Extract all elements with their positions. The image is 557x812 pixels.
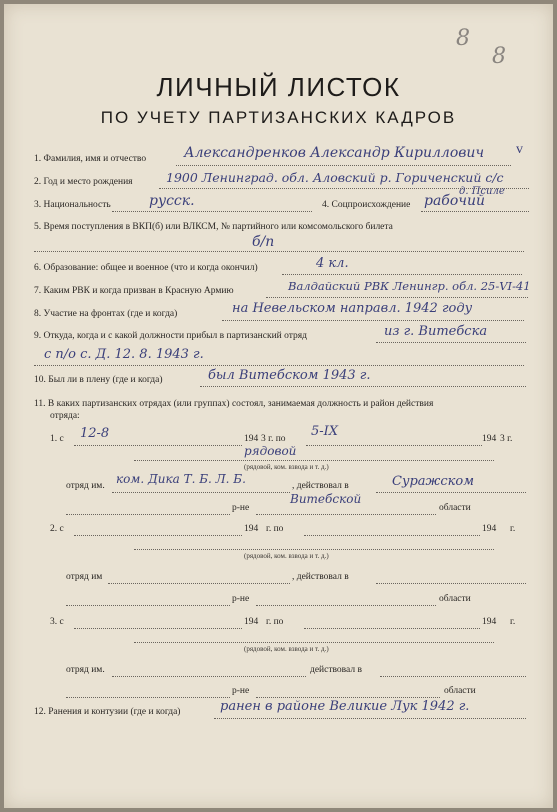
field-8-value: на Невельском направл. 1942 году bbox=[232, 301, 473, 316]
field-12-line bbox=[214, 718, 526, 719]
field-9-value-2: с п/о с. Д. 12. 8. 1943 г. bbox=[44, 347, 204, 362]
row1-to-line bbox=[306, 445, 482, 446]
row3-year1-suffix: г. по bbox=[266, 617, 284, 627]
row3-year2: 194 bbox=[482, 617, 497, 627]
row3-year1: 194 bbox=[244, 617, 259, 627]
field-6-value: 4 кл. bbox=[316, 256, 349, 271]
row3-acted-line bbox=[380, 676, 526, 677]
row3-year2-suffix: г. bbox=[510, 617, 516, 627]
field-2-label: 2. Год и место рождения bbox=[34, 177, 133, 187]
field-8-line bbox=[222, 320, 524, 321]
page-subtitle: ПО УЧЕТУ ПАРТИЗАНСКИХ КАДРОВ bbox=[100, 108, 457, 127]
row3-district-label: р-не bbox=[232, 686, 250, 696]
field-6-label: 6. Образование: общее и военное (что и когда окончил) bbox=[34, 263, 258, 273]
row2-year1-suffix: г. по bbox=[266, 524, 284, 534]
row3-from-line bbox=[74, 628, 242, 629]
row1-from-line bbox=[74, 445, 242, 446]
row3-detachment-label: отряд им. bbox=[66, 665, 105, 675]
field-1-value: Александренков Александр Кириллович bbox=[184, 145, 485, 161]
field-12-label: 12. Ранения и контузии (где и когда) bbox=[34, 707, 181, 717]
field-3-line bbox=[112, 211, 312, 212]
row3-to-line bbox=[304, 628, 480, 629]
row3-region-line bbox=[256, 697, 440, 698]
row1-district-value: Витебской bbox=[290, 492, 362, 506]
pencil-page-number: 8 bbox=[456, 26, 470, 51]
field-1-line bbox=[176, 165, 511, 166]
row2-year1: 194 bbox=[244, 524, 259, 534]
field-9-value: из г. Витебска bbox=[384, 324, 488, 339]
field-12-value: ранен в районе Великие Лук 1942 г. bbox=[220, 699, 470, 714]
field-5-line bbox=[34, 251, 524, 252]
row1-year1-suffix: 3 г. по bbox=[261, 434, 286, 444]
row1-detachment-line bbox=[112, 492, 290, 493]
row1-position: рядовой bbox=[244, 444, 297, 458]
field-10-label: 10. Был ли в плену (где и когда) bbox=[34, 375, 163, 385]
field-4-label: 4. Соцпроисхождение bbox=[322, 200, 411, 210]
pencil-page-number-2: 8 bbox=[492, 44, 506, 69]
row2-region-label: области bbox=[439, 594, 471, 604]
row1-acted-label: , действовал в bbox=[292, 481, 349, 491]
row1-region-line bbox=[256, 514, 436, 515]
field-11-label-2: отряда: bbox=[50, 411, 80, 421]
row1-prefix: 1. с bbox=[50, 434, 64, 444]
row1-district-line bbox=[66, 514, 230, 515]
field-4-line bbox=[421, 211, 529, 212]
row1-acted-line bbox=[376, 492, 526, 493]
page-title: ЛИЧНЫЙ ЛИСТОК bbox=[156, 72, 401, 102]
field-9-line bbox=[376, 342, 526, 343]
row2-to-line bbox=[304, 535, 480, 536]
row3-position-line bbox=[134, 642, 494, 643]
row3-detachment-line bbox=[112, 676, 306, 677]
field-4-value: рабочий bbox=[424, 193, 486, 209]
row2-acted-label: , действовал в bbox=[292, 572, 349, 582]
row2-prefix: 2. с bbox=[50, 524, 64, 534]
field-5-label: 5. Время поступления в ВКП(б) или ВЛКСМ, № партийного или комсомольского билета bbox=[34, 222, 393, 232]
row1-year2: 194 bbox=[482, 434, 497, 444]
row1-detachment-value: ком. Дика Т. Б. Л. Б. bbox=[116, 472, 246, 486]
row3-region-label: области bbox=[444, 686, 476, 696]
row1-region-label: области bbox=[439, 503, 471, 513]
field-2-value-2: д. Псиле bbox=[459, 186, 505, 197]
row2-detachment-label: отряд им bbox=[66, 572, 103, 582]
row2-district-line bbox=[66, 605, 230, 606]
field-6-line bbox=[282, 274, 522, 275]
row2-position-line bbox=[134, 549, 494, 550]
row2-from-line bbox=[74, 535, 242, 536]
field-11-label: 11. В каких партизанских отрядах (или группах) состоял, занимаемая должность и район действия bbox=[34, 399, 434, 409]
field-5-value: б/п bbox=[252, 234, 275, 250]
field-1-label: 1. Фамилия, имя и отчество bbox=[34, 154, 147, 164]
row3-prefix: 3. с bbox=[50, 617, 64, 627]
row3-district-line bbox=[66, 697, 230, 698]
row2-detachment-line bbox=[108, 583, 290, 584]
field-8-label: 8. Участие на фронтах (где и когда) bbox=[34, 309, 178, 319]
row2-region-line bbox=[256, 605, 436, 606]
row3-acted-label: действовал в bbox=[310, 665, 362, 675]
field-7-line bbox=[266, 297, 528, 298]
row1-year2-suffix: 3 г. bbox=[500, 434, 513, 444]
field-3-value: русск. bbox=[149, 193, 195, 209]
row2-acted-line bbox=[376, 583, 526, 584]
row2-year2-suffix: г. bbox=[510, 524, 516, 534]
row1-from-day: 12-8 bbox=[80, 426, 110, 441]
field-3-label: 3. Национальность bbox=[34, 200, 111, 210]
field-7-label: 7. Каким РВК и когда призван в Красную Армию bbox=[34, 286, 234, 296]
row1-to-day: 5-IX bbox=[311, 424, 339, 439]
field-10-line bbox=[200, 386, 526, 387]
field-9-line-2 bbox=[34, 365, 524, 366]
row1-year1: 194 bbox=[244, 434, 259, 444]
field-2-value: 1900 Ленинград. обл. Аловский р. Гориченский с/с bbox=[166, 170, 504, 185]
row1-detachment-label: отряд им. bbox=[66, 481, 105, 491]
row1-district-label: р-не bbox=[232, 503, 250, 513]
field-9-label: 9. Откуда, когда и с какой должности прибыл в партизанский отряд bbox=[34, 331, 307, 341]
row1-position-line bbox=[134, 460, 494, 461]
document-sheet bbox=[4, 4, 553, 808]
row2-year2: 194 bbox=[482, 524, 497, 534]
row2-rank-caption: (рядовой, ком. взвода и т. д.) bbox=[244, 552, 329, 560]
field-10-value: был Витебском 1943 г. bbox=[208, 368, 371, 383]
row2-district-label: р-не bbox=[232, 594, 250, 604]
row1-acted-value: Суражском bbox=[392, 474, 474, 489]
row3-rank-caption: (рядовой, ком. взвода и т. д.) bbox=[244, 645, 329, 653]
row1-rank-caption: (рядовой, ком. взвода и т. д.) bbox=[244, 463, 329, 471]
check-mark: v bbox=[516, 142, 523, 157]
field-7-value: Валдайский РВК Ленингр. обл. 25-VI-41 bbox=[288, 279, 531, 293]
